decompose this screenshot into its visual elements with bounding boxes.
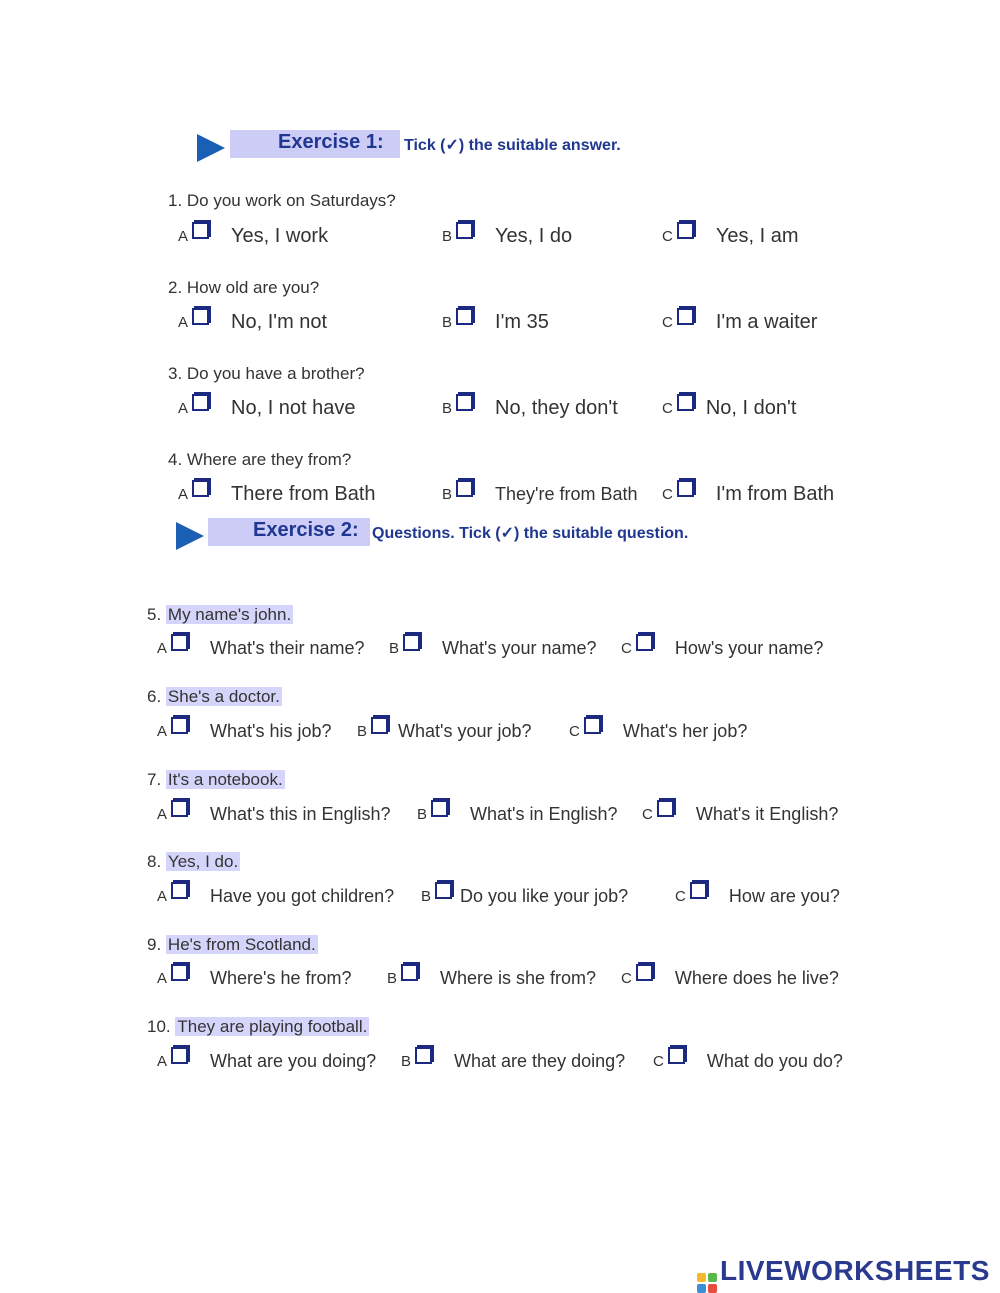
checkbox[interactable] [171, 800, 188, 817]
exercise-2-title: Exercise 2: [253, 519, 359, 541]
option-b[interactable]: B Do you like your job? [421, 882, 628, 907]
question-6: 6. She's a doctor. [147, 687, 280, 706]
checkbox[interactable] [584, 717, 601, 734]
question-8-options [157, 882, 917, 908]
option-c[interactable]: C I'm from Bath [662, 480, 834, 506]
question-2: 2. How old are you? [168, 278, 320, 297]
option-a[interactable]: A There from Bath [178, 480, 376, 506]
question-6-options [157, 717, 917, 743]
liveworksheets-icon [697, 1273, 717, 1293]
option-b[interactable]: B They're from Bath [442, 480, 638, 505]
option-b[interactable]: B I'm 35 [442, 308, 549, 334]
option-b[interactable]: B What are they doing? [401, 1047, 625, 1072]
option-c[interactable]: C What's her job? [569, 717, 747, 742]
exercise-1-title: Exercise 1: [278, 131, 384, 153]
exercise-2-instruction: Questions. Tick (✓) the suitable question. [372, 525, 689, 542]
question-prompt: Yes, I do. [167, 852, 239, 871]
checkbox[interactable] [431, 800, 448, 817]
option-b[interactable]: B No, they don't [442, 394, 618, 420]
option-b[interactable]: B Where is she from? [387, 964, 596, 989]
logo-square [708, 1273, 717, 1282]
checkbox[interactable] [192, 222, 209, 239]
question-7-options [157, 800, 917, 826]
checkbox[interactable] [171, 717, 188, 734]
question-10: 10. They are playing football. [147, 1017, 368, 1036]
checkbox[interactable] [677, 222, 694, 239]
option-a[interactable]: A What are you doing? [157, 1047, 376, 1072]
question-5: 5. My name's john. [147, 605, 292, 624]
checkbox[interactable] [677, 308, 694, 325]
logo-square [697, 1273, 706, 1282]
checkbox[interactable] [171, 1047, 188, 1064]
checkbox[interactable] [668, 1047, 685, 1064]
option-c[interactable]: C What do you do? [653, 1047, 843, 1072]
checkbox[interactable] [403, 634, 420, 651]
option-c[interactable]: C Where does he live? [621, 964, 839, 989]
question-prompt: They are playing football. [177, 1017, 368, 1036]
option-c[interactable]: C What's it English? [642, 800, 838, 825]
option-c[interactable]: C How are you? [675, 882, 840, 907]
question-3: 3. Do you have a brother? [168, 364, 365, 383]
question-2-options [178, 308, 938, 334]
option-a[interactable]: A Have you got children? [157, 882, 394, 907]
question-7: 7. It's a notebook. [147, 770, 283, 789]
question-prompt: It's a notebook. [167, 770, 283, 789]
option-c[interactable]: C How's your name? [621, 634, 823, 659]
play-arrow-icon [176, 522, 204, 550]
option-c[interactable]: C No, I don't [662, 394, 796, 420]
checkbox[interactable] [371, 717, 388, 734]
question-10-options [157, 1047, 917, 1073]
checkbox[interactable] [171, 882, 188, 899]
question-4-options [178, 480, 938, 506]
option-b[interactable]: B Yes, I do [442, 222, 572, 248]
exercise-1-header [197, 130, 677, 158]
checkbox[interactable] [636, 964, 653, 981]
question-9: 9. He's from Scotland. [147, 935, 316, 954]
checkbox[interactable] [435, 882, 452, 899]
exercise-1-instruction: Tick (✓) the suitable answer. [404, 137, 621, 154]
question-prompt: My name's john. [167, 605, 292, 624]
checkbox[interactable] [690, 882, 707, 899]
option-b[interactable]: B What's in English? [417, 800, 618, 825]
logo-square [697, 1284, 706, 1293]
option-a[interactable]: A What's their name? [157, 634, 365, 659]
checkbox[interactable] [657, 800, 674, 817]
option-a[interactable]: A What's this in English? [157, 800, 391, 825]
option-c[interactable]: C Yes, I am [662, 222, 798, 248]
question-9-options [157, 964, 917, 990]
checkbox[interactable] [677, 394, 694, 411]
checkbox[interactable] [456, 480, 473, 497]
question-prompt: She's a doctor. [167, 687, 280, 706]
checkbox[interactable] [636, 634, 653, 651]
question-1: 1. Do you work on Saturdays? [168, 191, 396, 210]
option-a[interactable]: A No, I'm not [178, 308, 327, 334]
question-prompt: He's from Scotland. [167, 935, 316, 954]
logo-square [708, 1284, 717, 1293]
question-3-options [178, 394, 938, 420]
option-b[interactable]: B What's your job? [357, 717, 532, 742]
liveworksheets-logo [697, 1255, 990, 1293]
option-a[interactable]: A Yes, I work [178, 222, 328, 248]
option-b[interactable]: B What's your name? [389, 634, 597, 659]
checkbox[interactable] [456, 308, 473, 325]
play-arrow-icon [197, 134, 225, 162]
checkbox[interactable] [401, 964, 418, 981]
checkbox[interactable] [171, 634, 188, 651]
checkbox[interactable] [677, 480, 694, 497]
question-4: 4. Where are they from? [168, 450, 352, 469]
checkbox[interactable] [192, 394, 209, 411]
watermark-text: LIVEWORKSHEETS [720, 1255, 990, 1286]
question-8: 8. Yes, I do. [147, 852, 239, 871]
option-a[interactable]: A Where's he from? [157, 964, 352, 989]
checkbox[interactable] [415, 1047, 432, 1064]
checkbox[interactable] [456, 222, 473, 239]
option-a[interactable]: A What's his job? [157, 717, 332, 742]
checkbox[interactable] [456, 394, 473, 411]
question-1-options [178, 222, 938, 248]
question-5-options [157, 634, 917, 660]
checkbox[interactable] [192, 480, 209, 497]
checkbox[interactable] [192, 308, 209, 325]
option-c[interactable]: C I'm a waiter [662, 308, 817, 334]
checkbox[interactable] [171, 964, 188, 981]
option-a[interactable]: A No, I not have [178, 394, 356, 420]
